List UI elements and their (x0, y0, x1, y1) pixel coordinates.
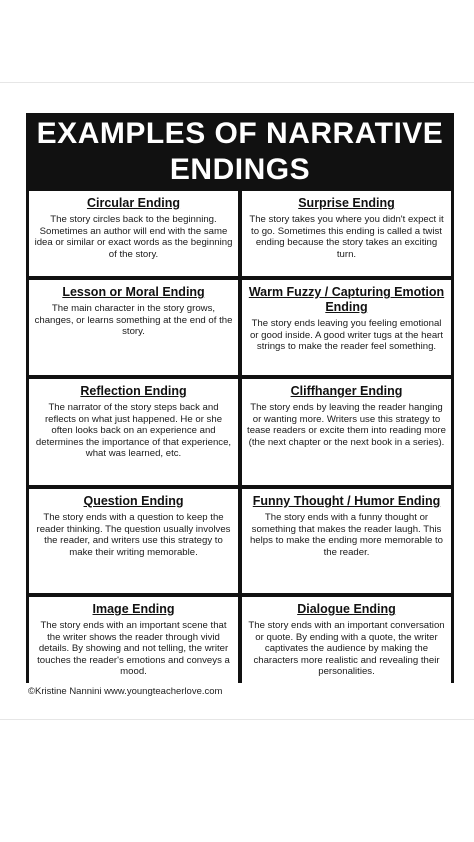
card-text: The main character in the story grows, changes, or learns something at the end of the story. (34, 303, 233, 338)
card-surprise-ending (242, 191, 451, 276)
card-humor-ending (242, 489, 451, 593)
card-image-ending (29, 597, 238, 699)
card-title: Dialogue Ending (297, 602, 396, 616)
card-title: Cliffhanger Ending (290, 384, 403, 398)
card-title: Question Ending (83, 494, 184, 508)
card-warm-fuzzy-ending (242, 280, 451, 375)
card-title: Funny Thought / Humor Ending (252, 494, 441, 508)
card-text: The story ends leaving you feeling emotional or good inside. A good writer tugs at the heart strings to make the reader feel something. (249, 318, 444, 353)
card-reflection-ending (29, 379, 238, 485)
card-text: The story ends with a question to keep the reader thinking. The question usually involves the reader, and writers use this strategy to make their writing memorable. (36, 512, 231, 558)
card-text: The story ends with a funny thought or something that makes the reader laugh. This helps to make the ending more memorable to the reader. (249, 512, 444, 558)
card-title: Warm Fuzzy / Capturing Emotion Ending (248, 285, 445, 314)
page-title-line-1: EXAMPLES OF NARRATIVE (36, 117, 444, 150)
card-lesson-ending (29, 280, 238, 375)
page-title-line-2: ENDINGS (169, 153, 311, 186)
card-text: The story takes you where you didn't expect it to go. Sometimes this ending is called a twist ending because the story takes an exciting turn. (249, 214, 444, 260)
card-text: The story ends by leaving the reader hanging or wanting more. Writers use this strategy to tease readers or excite them into reading more (the next chapter or the next book in a series). (247, 402, 446, 448)
endings-grid (26, 191, 454, 683)
card-cliffhanger-ending (242, 379, 451, 485)
title-banner (26, 113, 454, 191)
card-title: Surprise Ending (298, 196, 395, 210)
card-title: Image Ending (92, 602, 175, 616)
card-text: The story circles back to the beginning. Sometimes an author will end with the same idea or similar or exact words as the beginning of the story. (34, 214, 233, 260)
card-title: Lesson or Moral Ending (62, 285, 205, 299)
card-dialogue-ending (242, 597, 451, 699)
card-question-ending (29, 489, 238, 593)
card-circular-ending (29, 191, 238, 276)
card-text: The narrator of the story steps back and reflects on what just happened. He or she often looks back on an experience and determines the importance of that experience, what was learned, etc. (35, 402, 232, 460)
card-title: Reflection Ending (80, 384, 187, 398)
copyright-footer: ©Kristine Nannini www.youngteacherlove.com (28, 686, 223, 697)
card-text: The story ends with an important conversation or quote. By ending with a quote, the writer captivates the audience by making the characters more realistic and revealing their personalities. (248, 620, 445, 678)
card-text: The story ends with an important scene that the writer shows the reader through vivid details. By showing and not telling, the writer touches the reader's emotions and conveys a mood. (37, 620, 230, 678)
card-title: Circular Ending (86, 196, 181, 210)
